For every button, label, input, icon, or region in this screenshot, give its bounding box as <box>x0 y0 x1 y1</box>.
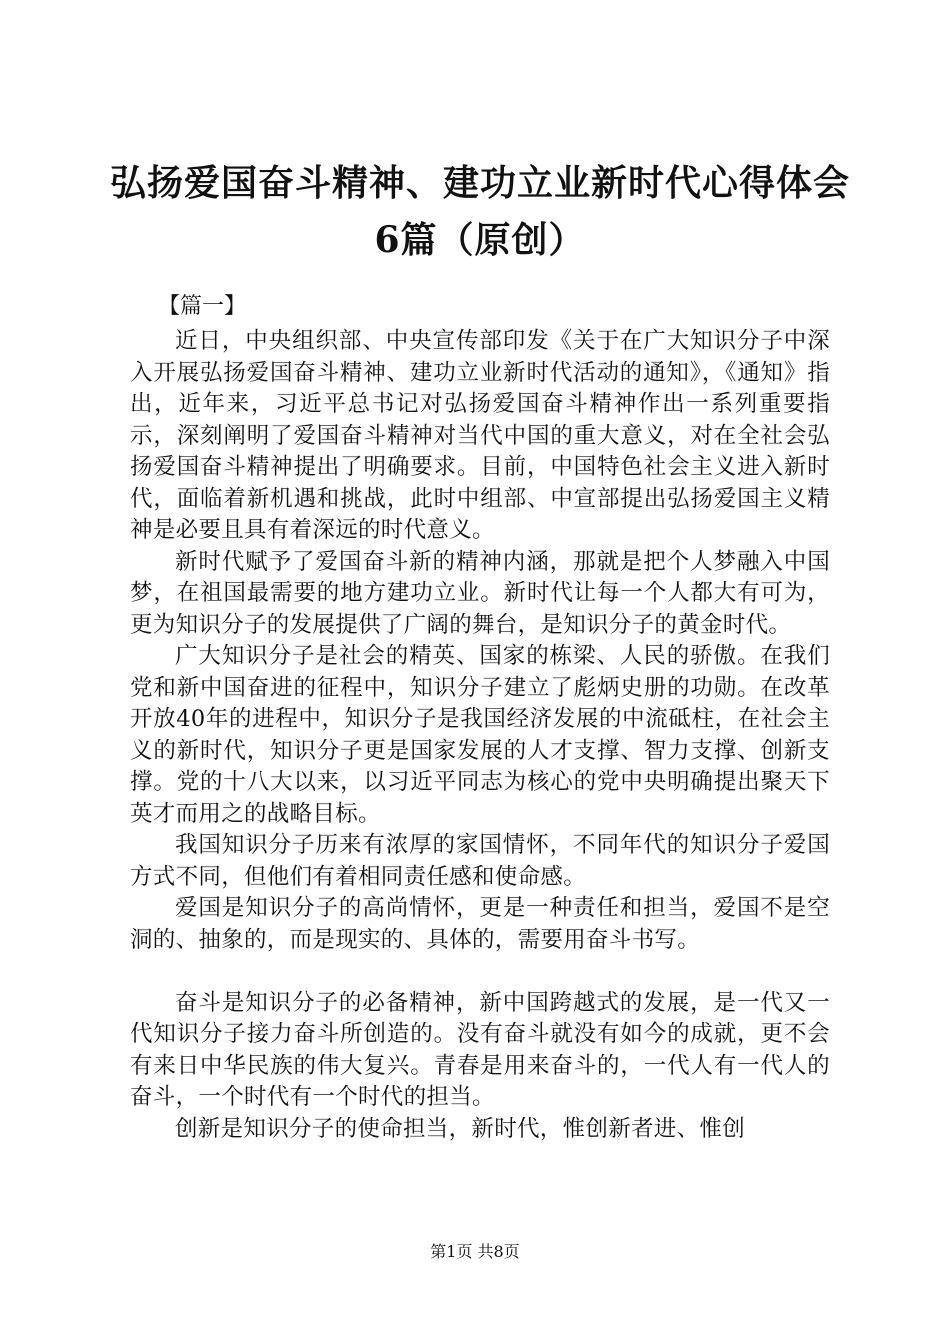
document-title-line-2: 6篇（原创） <box>374 219 586 261</box>
paragraph-6: 奋斗是知识分子的必备精神，新中国跨越式的发展，是一代又一代知识分子接力奋斗所创造的。没有奋斗就没有如今的成就，更不会有来日中华民族的伟大复兴。青春是用来奋斗的，一代人有一代人的奋斗，一个时代有一个时代的担当。 <box>130 989 830 1110</box>
document-title-line-1: 弘扬爱国奋斗精神、建功立业新时代心得体会 <box>109 162 850 204</box>
paragraph-7: 创新是知识分子的使命担当，新时代，惟创新者进、惟创 <box>175 1115 746 1142</box>
page-indicator: 第1页 共8页 <box>430 1242 520 1261</box>
document-body <box>130 326 830 1145</box>
paragraph-5: 爱国是知识分子的高尚情怀，更是一种责任和担当，爱国不是空洞的、抽象的，而是现实的、具体的，需要用奋斗书写。 <box>130 895 830 953</box>
paragraph-2: 新时代赋予了爱国奋斗新的精神内涵，那就是把个人梦融入中国梦，在祖国最需要的地方建功立业。新时代让每一个人都大有可为，更为知识分子的发展提供了广阔的舞台，是知识分子的黄金时代。 <box>130 548 830 638</box>
paragraph-1: 近日，中央组织部、中央宣传部印发《关于在广大知识分子中深入开展弘扬爱国奋斗精神、建功立业新时代活动的通知》，《通知》指出，近年来，习近平总书记对弘扬爱国奋斗精神作出一系列重要指示，深刻阐明了爱国奋斗精神对当代中国的重大意义，对在全社会弘扬爱国奋斗精神提出了明确要求。目前，中国特色社会主义进入新时代，面临着新机遇和挑战，此时中组部、中宣部提出弘扬爱国主义精神是必要且具有着深远的时代意义。 <box>130 328 830 543</box>
paragraph-3: 广大知识分子是社会的精英、国家的栋梁、人民的骄傲。在我们党和新中国奋进的征程中，知识分子建立了彪炳史册的功勋。在改革开放40年的进程中，知识分子是我国经济发展的中流砥柱，在社会主义的新时代，知识分子更是国家发展的人才支撑、智力支撑、创新支撑。党的十八大以来，以习近平同志为核心的党中央明确提出聚天下英才而用之的战略目标。 <box>130 643 830 827</box>
section-label: 【篇一】 <box>158 294 247 319</box>
paragraph-4: 我国知识分子历来有浓厚的家国情怀，不同年代的知识分子爱国方式不同，但他们有着相同责任感和使命感。 <box>130 832 830 890</box>
